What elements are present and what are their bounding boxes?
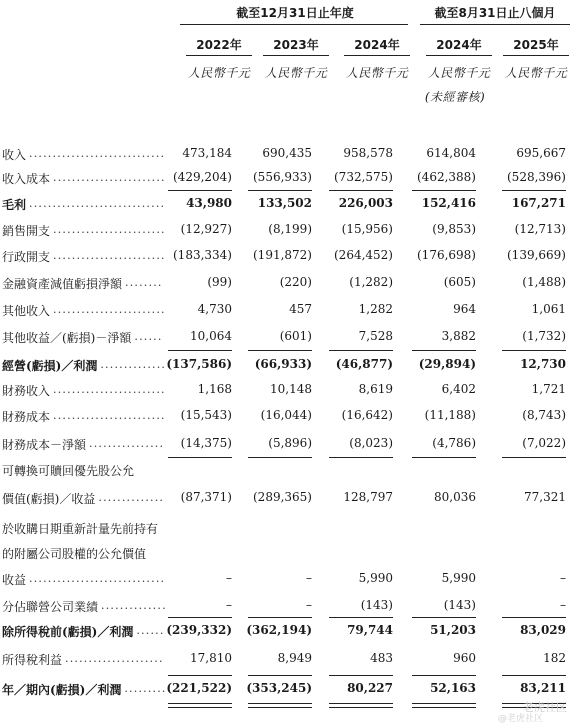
subtotal-rule bbox=[168, 617, 232, 618]
cell-value: (139,669) bbox=[507, 248, 566, 262]
row-label: 行政開支 bbox=[2, 250, 51, 264]
cell-value: (362,194) bbox=[246, 623, 312, 637]
cell-value: 958,578 bbox=[343, 146, 393, 160]
cell-value: (601) bbox=[279, 329, 312, 343]
cell-value: 695,667 bbox=[516, 146, 566, 160]
cell-value: 483 bbox=[370, 651, 393, 665]
year-header-rule bbox=[503, 55, 569, 56]
year-header-rule bbox=[263, 55, 329, 56]
row-label: 於收購日期重新計量先前持有 bbox=[2, 522, 159, 536]
cell-value: 167,271 bbox=[511, 196, 566, 210]
subtotal-rule bbox=[502, 617, 566, 618]
cell-value: 4,730 bbox=[197, 302, 232, 316]
row-label: 其他收入 bbox=[2, 304, 51, 318]
row-label: 分佔聯營公司業績 bbox=[2, 600, 99, 614]
unaudited-note: (未經審核) bbox=[424, 90, 486, 104]
cell-value: 1,282 bbox=[358, 302, 393, 316]
year-header: 2024年 bbox=[436, 38, 482, 52]
total-double-rule bbox=[168, 703, 232, 708]
group-header-period-rule bbox=[420, 24, 570, 25]
cell-value: 51,203 bbox=[430, 623, 476, 637]
subtotal-rule bbox=[329, 350, 393, 351]
total-double-rule bbox=[412, 703, 476, 708]
cell-value: 3,882 bbox=[441, 329, 476, 343]
cell-value: (8,743) bbox=[522, 408, 566, 422]
cell-value: 5,990 bbox=[441, 571, 476, 585]
group-header-period: 截至8月31日止八個月 bbox=[434, 6, 556, 20]
cell-value: 8,619 bbox=[358, 382, 393, 396]
dot-leader: ................ bbox=[89, 437, 165, 450]
cell-value: (183,334) bbox=[173, 248, 232, 262]
cell-value: (191,872) bbox=[253, 248, 312, 262]
cell-value: (353,245) bbox=[246, 681, 312, 695]
dot-leader: .............. bbox=[101, 599, 167, 612]
unit-header: 人民幣千元 bbox=[504, 66, 568, 80]
cell-value: 182 bbox=[543, 651, 566, 665]
cell-value: – bbox=[306, 571, 312, 585]
dot-leader: .............. bbox=[98, 491, 165, 504]
cell-value: (12,713) bbox=[514, 222, 566, 236]
unit-header: 人民幣千元 bbox=[345, 66, 409, 80]
subtotal-rule bbox=[412, 190, 476, 191]
cell-value: (29,894) bbox=[418, 357, 476, 371]
cell-value: (8,023) bbox=[349, 436, 393, 450]
group-header-year: 截至12月31日止年度 bbox=[236, 6, 354, 20]
row-label: 收入 bbox=[2, 148, 27, 162]
row-label: 收入成本 bbox=[2, 172, 51, 186]
cell-value: 473,184 bbox=[182, 146, 232, 160]
cell-value: 80,227 bbox=[347, 681, 393, 695]
dot-leader: ......... bbox=[124, 682, 167, 695]
cell-value: (66,933) bbox=[254, 357, 312, 371]
cell-value: 964 bbox=[453, 302, 476, 316]
cell-value: (462,388) bbox=[417, 170, 476, 184]
cell-value: (12,927) bbox=[180, 222, 232, 236]
cell-value: 43,980 bbox=[186, 196, 232, 210]
cell-value: (143) bbox=[360, 598, 393, 612]
subtotal-rule bbox=[502, 190, 566, 191]
cell-value: (99) bbox=[207, 275, 232, 289]
cell-value: (289,365) bbox=[253, 490, 312, 504]
cell-value: 10,064 bbox=[190, 329, 232, 343]
unit-header: 人民幣千元 bbox=[187, 66, 251, 80]
year-header-rule bbox=[344, 55, 410, 56]
group-header-year-rule bbox=[180, 24, 408, 25]
cell-value: (605) bbox=[443, 275, 476, 289]
cell-value: 79,744 bbox=[347, 623, 393, 637]
subtotal-rule bbox=[412, 457, 476, 458]
row-label: 經營(虧損)／利潤 bbox=[2, 359, 98, 373]
subtotal-rule bbox=[329, 617, 393, 618]
cell-value: – bbox=[560, 598, 566, 612]
cell-value: (143) bbox=[443, 598, 476, 612]
cell-value: (15,543) bbox=[180, 408, 232, 422]
cell-value: 614,804 bbox=[426, 146, 476, 160]
cell-value: (16,642) bbox=[341, 408, 393, 422]
subtotal-rule bbox=[168, 675, 232, 676]
cell-value: 10,148 bbox=[270, 382, 312, 396]
row-label: 財務成本 bbox=[2, 410, 51, 424]
subtotal-rule bbox=[248, 350, 312, 351]
unit-header: 人民幣千元 bbox=[427, 66, 491, 80]
cell-value: (429,204) bbox=[173, 170, 232, 184]
subtotal-rule bbox=[329, 457, 393, 458]
year-header-rule bbox=[186, 55, 252, 56]
row-label: 收益 bbox=[2, 573, 27, 587]
dot-leader: .............. bbox=[100, 358, 167, 371]
watermark-sub: @老虎社区 bbox=[497, 714, 543, 724]
year-header: 2025年 bbox=[513, 38, 559, 52]
cell-value: 17,810 bbox=[190, 651, 232, 665]
dot-leader: ........ bbox=[125, 276, 163, 289]
dot-leader: ........................ bbox=[53, 383, 166, 396]
cell-value: 80,036 bbox=[434, 490, 476, 504]
cell-value: 8,949 bbox=[277, 651, 312, 665]
cell-value: 457 bbox=[289, 302, 312, 316]
cell-value: 83,029 bbox=[520, 623, 566, 637]
cell-value: (732,575) bbox=[334, 170, 393, 184]
cell-value: (556,933) bbox=[253, 170, 312, 184]
year-header-rule bbox=[426, 55, 492, 56]
subtotal-rule bbox=[329, 190, 393, 191]
subtotal-rule bbox=[502, 675, 566, 676]
cell-value: 52,163 bbox=[430, 681, 476, 695]
dot-leader: ........................ bbox=[53, 223, 166, 236]
row-label: 銷售開支 bbox=[2, 224, 51, 238]
row-label: 價值(虧損)／收益 bbox=[2, 492, 96, 506]
subtotal-rule bbox=[502, 350, 566, 351]
subtotal-rule bbox=[412, 617, 476, 618]
cell-value: (264,452) bbox=[334, 248, 393, 262]
dot-leader: ...... bbox=[134, 330, 163, 343]
dot-leader: ........................ bbox=[53, 303, 166, 316]
cell-value: (87,371) bbox=[180, 490, 232, 504]
subtotal-rule bbox=[412, 675, 476, 676]
cell-value: (1,732) bbox=[522, 329, 566, 343]
cell-value: 128,797 bbox=[343, 490, 393, 504]
cell-value: 690,435 bbox=[262, 146, 312, 160]
row-label: 所得稅利益 bbox=[2, 653, 63, 667]
subtotal-rule bbox=[329, 675, 393, 676]
cell-value: (176,698) bbox=[417, 248, 476, 262]
subtotal-rule bbox=[168, 190, 232, 191]
total-double-rule bbox=[329, 703, 393, 708]
subtotal-rule bbox=[168, 350, 232, 351]
year-header: 2023年 bbox=[273, 38, 319, 52]
cell-value: (9,853) bbox=[432, 222, 476, 236]
cell-value: (220) bbox=[279, 275, 312, 289]
row-label: 金融資產減值虧損淨額 bbox=[2, 277, 123, 291]
cell-value: (11,188) bbox=[424, 408, 476, 422]
cell-value: (8,199) bbox=[268, 222, 312, 236]
cell-value: (16,044) bbox=[260, 408, 312, 422]
dot-leader: ............................. bbox=[29, 572, 166, 585]
cell-value: 77,321 bbox=[524, 490, 566, 504]
row-label: 財務收入 bbox=[2, 384, 51, 398]
dot-leader: ........................ bbox=[53, 409, 166, 422]
cell-value: (4,786) bbox=[432, 436, 476, 450]
cell-value: (5,896) bbox=[268, 436, 312, 450]
row-label: 的附屬公司股權的公允價值 bbox=[2, 547, 147, 561]
cell-value: 6,402 bbox=[441, 382, 476, 396]
row-label: 財務成本－淨額 bbox=[2, 438, 87, 452]
cell-value: – bbox=[306, 598, 312, 612]
cell-value: 152,416 bbox=[421, 196, 476, 210]
cell-value: (1,282) bbox=[349, 275, 393, 289]
row-label: 除所得稅前(虧損)／利潤 bbox=[2, 625, 134, 639]
cell-value: 5,990 bbox=[358, 571, 393, 585]
cell-value: 83,211 bbox=[520, 681, 566, 695]
subtotal-rule bbox=[248, 190, 312, 191]
cell-value: (239,332) bbox=[166, 623, 232, 637]
row-label: 毛利 bbox=[2, 198, 27, 212]
subtotal-rule bbox=[502, 457, 566, 458]
row-label: 可轉換可贖回優先股公允 bbox=[2, 464, 135, 478]
cell-value: – bbox=[226, 598, 232, 612]
subtotal-rule bbox=[168, 457, 232, 458]
cell-value: 133,502 bbox=[257, 196, 312, 210]
year-header: 2022年 bbox=[196, 38, 242, 52]
cell-value: (7,022) bbox=[522, 436, 566, 450]
row-label: 年／期內(虧損)／利潤 bbox=[2, 683, 122, 697]
cell-value: (221,522) bbox=[166, 681, 232, 695]
dot-leader: ........................ bbox=[53, 249, 166, 262]
subtotal-rule bbox=[248, 617, 312, 618]
cell-value: (528,396) bbox=[507, 170, 566, 184]
cell-value: – bbox=[560, 571, 566, 585]
dot-leader: ..................... bbox=[65, 652, 164, 665]
cell-value: (15,956) bbox=[341, 222, 393, 236]
dot-leader: ............................. bbox=[29, 197, 166, 210]
cell-value: 1,168 bbox=[197, 382, 232, 396]
dot-leader: ............................. bbox=[29, 147, 166, 160]
cell-value: (46,877) bbox=[335, 357, 393, 371]
cell-value: (1,488) bbox=[522, 275, 566, 289]
watermark: 老虎社区 bbox=[523, 701, 567, 714]
cell-value: 960 bbox=[453, 651, 476, 665]
cell-value: – bbox=[226, 571, 232, 585]
row-label: 其他收益／(虧損)－淨額 bbox=[2, 331, 132, 345]
year-header: 2024年 bbox=[354, 38, 400, 52]
cell-value: 1,061 bbox=[531, 302, 566, 316]
subtotal-rule bbox=[248, 675, 312, 676]
cell-value: 226,003 bbox=[338, 196, 393, 210]
cell-value: 12,730 bbox=[520, 357, 566, 371]
unit-header: 人民幣千元 bbox=[264, 66, 328, 80]
dot-leader: ........................ bbox=[53, 171, 166, 184]
subtotal-rule bbox=[248, 457, 312, 458]
cell-value: (137,586) bbox=[166, 357, 232, 371]
cell-value: (14,375) bbox=[180, 436, 232, 450]
subtotal-rule bbox=[412, 350, 476, 351]
cell-value: 7,528 bbox=[358, 329, 393, 343]
cell-value: 1,721 bbox=[531, 382, 566, 396]
total-double-rule bbox=[248, 703, 312, 708]
dot-leader: ...... bbox=[136, 624, 165, 637]
